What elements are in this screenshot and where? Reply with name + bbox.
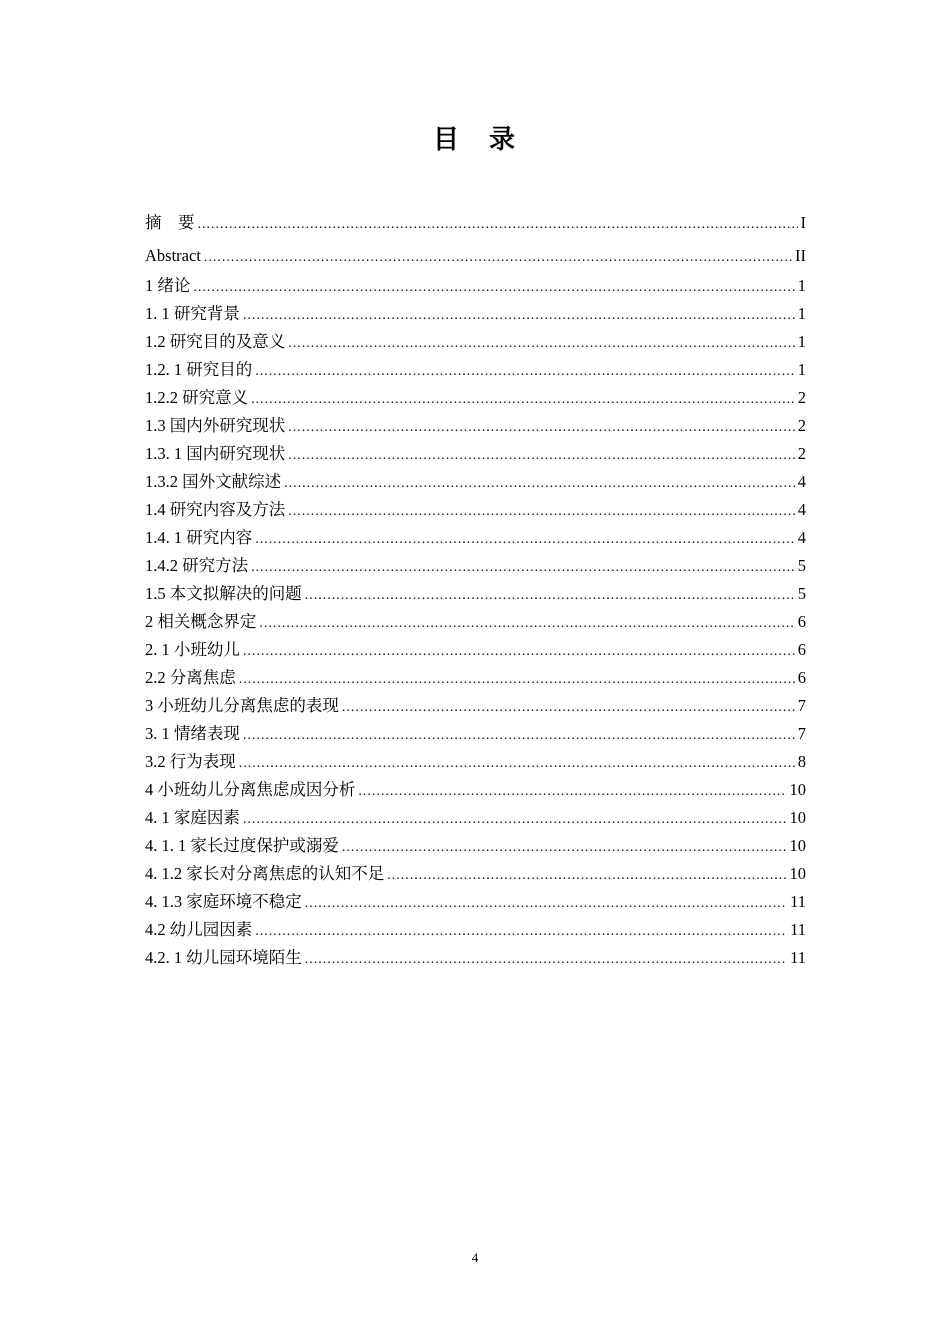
toc-entry-label: 1. 1 研究背景 — [145, 304, 240, 323]
toc-entry-label: 2. 1 小班幼儿 — [145, 640, 240, 659]
toc-entry-page: 6 — [797, 640, 806, 659]
toc-dot-leader — [243, 302, 795, 330]
toc-entry[interactable] — [145, 804, 806, 832]
toc-dot-leader — [387, 862, 786, 890]
toc-entry[interactable] — [145, 356, 806, 384]
toc-entry[interactable] — [145, 206, 806, 239]
toc-entry-page: I — [800, 213, 806, 232]
toc-entry-label: 1.3 国内外研究现状 — [145, 416, 286, 435]
toc-entry[interactable] — [145, 636, 806, 664]
toc-entry-label: 3. 1 情绪表现 — [145, 724, 240, 743]
toc-entry-label: 1.4 研究内容及方法 — [145, 500, 286, 519]
toc-entry[interactable] — [145, 272, 806, 300]
toc-dot-leader — [284, 470, 795, 498]
toc-entry-page: II — [795, 246, 806, 265]
toc-entry-label: 4. 1.2 家长对分离焦虑的认知不足 — [145, 864, 385, 883]
toc-entry-page: 11 — [790, 892, 806, 911]
toc-entry-label: 4 小班幼儿分离焦虑成因分析 — [145, 780, 356, 799]
toc-entry[interactable] — [145, 384, 806, 412]
toc-entry-page: 2 — [797, 388, 806, 407]
toc-dot-leader — [255, 918, 787, 946]
toc-entry-page: 11 — [790, 948, 806, 967]
toc-entry-page: 2 — [797, 444, 806, 463]
toc-entry-label: 4. 1 家庭因素 — [145, 808, 240, 827]
toc-entry[interactable] — [145, 664, 806, 692]
toc-entry-page: 4 — [797, 528, 806, 547]
toc-entry[interactable] — [145, 328, 806, 356]
page-number: 4 — [471, 1250, 479, 1265]
toc-dot-leader — [305, 890, 787, 918]
page-title: 目 录 — [432, 125, 517, 154]
toc-entry[interactable] — [145, 440, 806, 468]
toc-entry-page: 8 — [797, 752, 806, 771]
toc-dot-leader — [239, 666, 795, 694]
toc-entry-page: 6 — [797, 612, 806, 631]
toc-dot-leader — [305, 946, 787, 974]
toc-dot-leader — [198, 208, 798, 241]
toc-dot-leader — [255, 526, 795, 554]
toc-entry-label: 1.3.2 国外文献综述 — [145, 472, 282, 491]
toc-entry-label: 2.2 分离焦虑 — [145, 668, 236, 687]
toc-entry[interactable] — [145, 916, 806, 944]
toc-entry-page: 6 — [797, 668, 806, 687]
toc-entry-page: 7 — [797, 724, 806, 743]
table-of-contents — [145, 206, 806, 972]
toc-entry-label: 1 绪论 — [145, 276, 191, 295]
toc-entry-label: 1.4. 1 研究内容 — [145, 528, 253, 547]
toc-entry-label: 摘 要 — [145, 213, 195, 232]
toc-entry[interactable] — [145, 496, 806, 524]
toc-dot-leader — [204, 241, 792, 274]
toc-entry-page: 1 — [797, 332, 806, 351]
toc-entry-page: 10 — [789, 864, 806, 883]
toc-entry[interactable] — [145, 468, 806, 496]
toc-entry[interactable] — [145, 239, 806, 272]
toc-entry-label: 4. 1. 1 家长过度保护或溺爱 — [145, 836, 339, 855]
toc-dot-leader — [255, 358, 795, 386]
toc-entry-page: 10 — [789, 780, 806, 799]
toc-entry-label: 1.3. 1 国内研究现状 — [145, 444, 286, 463]
toc-entry-label: 2 相关概念界定 — [145, 612, 257, 631]
toc-entry-page: 5 — [797, 584, 806, 603]
toc-entry-label: 1.2. 1 研究目的 — [145, 360, 253, 379]
toc-entry-label: 4.2. 1 幼儿园环境陌生 — [145, 948, 302, 967]
toc-entry[interactable] — [145, 748, 806, 776]
toc-entry[interactable] — [145, 832, 806, 860]
toc-entry[interactable] — [145, 608, 806, 636]
toc-entry-page: 1 — [797, 276, 806, 295]
toc-dot-leader — [243, 638, 795, 666]
toc-dot-leader — [288, 498, 795, 526]
toc-dot-leader — [288, 330, 795, 358]
toc-entry-page: 5 — [797, 556, 806, 575]
toc-dot-leader — [342, 694, 795, 722]
toc-dot-leader — [243, 722, 795, 750]
toc-entry-page: 10 — [789, 808, 806, 827]
toc-entry-page: 1 — [797, 304, 806, 323]
toc-entry-label: 1.2.2 研究意义 — [145, 388, 249, 407]
toc-entry-page: 11 — [790, 920, 806, 939]
toc-dot-leader — [193, 274, 794, 302]
toc-dot-leader — [239, 750, 795, 778]
toc-entry-label: 4. 1.3 家庭环境不稳定 — [145, 892, 302, 911]
toc-entry[interactable] — [145, 552, 806, 580]
toc-entry[interactable] — [145, 580, 806, 608]
toc-dot-leader — [358, 778, 786, 806]
toc-entry-page: 1 — [797, 360, 806, 379]
toc-entry[interactable] — [145, 888, 806, 916]
toc-entry-page: 4 — [797, 500, 806, 519]
toc-dot-leader — [342, 834, 787, 862]
toc-entry-label: 4.2 幼儿园因素 — [145, 920, 253, 939]
toc-entry[interactable] — [145, 944, 806, 972]
toc-entry-label: Abstract — [145, 246, 201, 265]
toc-dot-leader — [251, 386, 795, 414]
toc-entry[interactable] — [145, 720, 806, 748]
toc-entry[interactable] — [145, 524, 806, 552]
toc-dot-leader — [251, 554, 795, 582]
toc-entry-label: 1.5 本文拟解决的问题 — [145, 584, 302, 603]
toc-dot-leader — [243, 806, 787, 834]
toc-entry-page: 4 — [797, 472, 806, 491]
toc-entry-label: 1.4.2 研究方法 — [145, 556, 249, 575]
toc-entry[interactable] — [145, 692, 806, 720]
toc-dot-leader — [305, 582, 795, 610]
toc-entry-label: 1.2 研究目的及意义 — [145, 332, 286, 351]
toc-dot-leader — [288, 414, 795, 442]
toc-entry-label: 3 小班幼儿分离焦虑的表现 — [145, 696, 339, 715]
toc-entry-page: 7 — [797, 696, 806, 715]
toc-entry[interactable] — [145, 412, 806, 440]
toc-entry-label: 3.2 行为表现 — [145, 752, 236, 771]
toc-dot-leader — [259, 610, 794, 638]
toc-dot-leader — [288, 442, 795, 470]
toc-entry[interactable] — [145, 860, 806, 888]
toc-entry-page: 2 — [797, 416, 806, 435]
toc-entry-page: 10 — [789, 836, 806, 855]
toc-entry[interactable] — [145, 300, 806, 328]
toc-entry[interactable] — [145, 776, 806, 804]
